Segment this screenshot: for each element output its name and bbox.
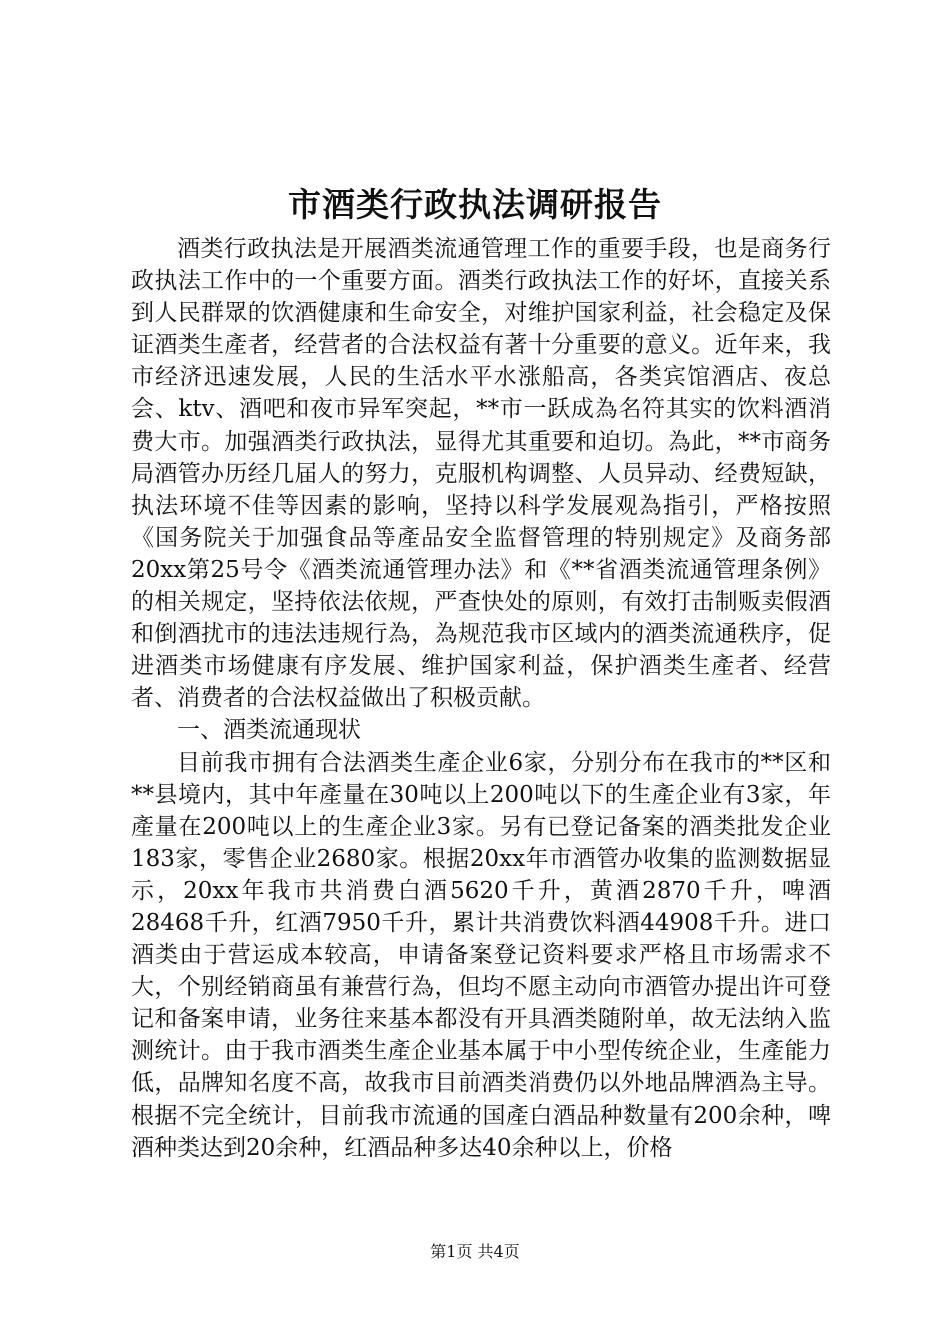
document-title: 市酒类行政执法调研报告 — [288, 185, 662, 224]
section-heading: 一、酒类流通现状 — [177, 717, 361, 744]
document-body — [131, 233, 831, 1164]
page-number: 第1页 共4页 — [430, 1242, 520, 1261]
paragraph-intro: 酒类行政执法是开展酒类流通管理工作的重要手段，也是商务行政执法工作中的一个重要方面。酒类行政执法工作的好坏，直接关系到人民群眾的饮酒健康和生命安全，对维护国家利益，社会稳定及保证酒类生產者，经营者的合法权益有著十分重要的意义。近年来，我市经济迅速发展，人民的生活水平水涨船高，各类宾馆酒店、夜总会、ktv、酒吧和夜市异军突起，**市一跃成為名符其实的饮料酒消费大市。加强酒类行政执法，显得尤其重要和迫切。為此，**市商务局酒管办历经几届人的努力，克服机构调整、人员异动、经费短缺，执法环境不佳等因素的影响，坚持以科学发展观為指引，严格按照《国务院关于加强食品等產品安全监督管理的特别规定》及商务部20xx第25号令《酒类流通管理办法》和《**省酒类流通管理条例》的相关规定，坚持依法依规，严查快处的原则，有效打击制贩卖假酒和倒酒扰市的违法违规行為，為规范我市区域内的酒类流通秩序，促进酒类市场健康有序发展、维护国家利益，保护酒类生產者、经营者、消费者的合法权益做出了积极贡献。 — [131, 236, 831, 712]
paragraph-status: 目前我市拥有合法酒类生產企业6家，分别分布在我市的**区和**县境内，其中年產量在30吨以上200吨以下的生產企业有3家，年產量在200吨以上的生產企业3家。另有已登记备案的酒类批发企业183家，零售企业2680家。根据20xx年市酒管办收集的监测数据显示，20xx年我市共消费白酒5620千升，黄酒2870千升，啤酒28468千升，红酒7950千升，累计共消费饮料酒44908千升。进口酒类由于营运成本较高，申请备案登记资料要求严格且市场需求不大，个别经销商虽有兼营行為，但均不愿主动向市酒管办提出许可登记和备案申请，业务往来基本都没有开具酒类随附单，故无法纳入监测统计。由于我市酒类生產企业基本属于中小型传统企业，生產能力低，品牌知名度不高，故我市目前酒类消费仍以外地品牌酒為主导。根据不完全统计，目前我市流通的国產白酒品种数量有200余种，啤酒种类达到20余种，红酒品种多达40余种以上，价格 — [131, 749, 831, 1161]
